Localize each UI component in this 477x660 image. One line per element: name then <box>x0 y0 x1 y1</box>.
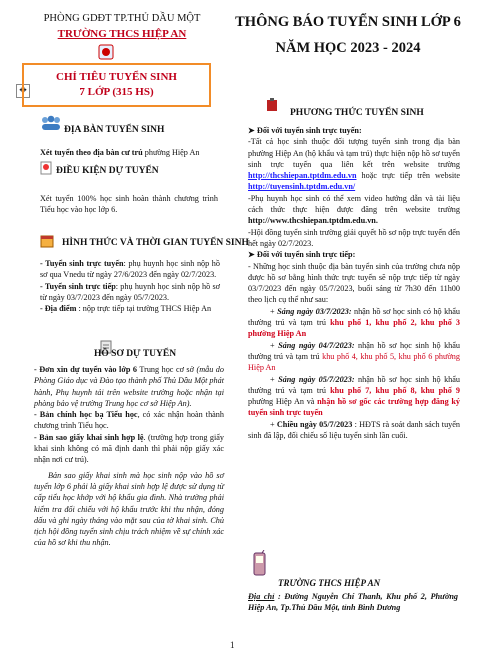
day-2: + Sáng ngày 04/7/2023: nhận hồ sơ học sinh hộ khẩu thường trú và tạm trú khu phố 4, khu phố 5, khu phố 6 phường Hiệp An <box>248 340 460 373</box>
docs-list <box>34 364 224 549</box>
clipboard-icon <box>266 98 278 117</box>
quota-line1: CHỈ TIÊU TUYỂN SINH <box>56 71 177 83</box>
area-title: ĐỊA BÀN TUYỂN SINH <box>64 125 165 135</box>
school-year: NĂM HỌC 2023 - 2024 <box>275 40 421 56</box>
school-name: TRƯỜNG THCS HIỆP AN <box>57 28 187 40</box>
video-website-link[interactable]: http://www.thcshiepan.tptdm.edu.vn. <box>248 216 378 226</box>
time-item-direct: - Tuyển sinh trực tiếp: phụ huynh học sinh nộp hồ sơ từ ngày 03/7/2023 đến ngày 05/7/2023. <box>40 281 220 302</box>
doc-2: - Bản chính học bạ Tiểu học, có xác nhận hoàn thành chương trình Tiểu học. <box>34 410 224 431</box>
enroll-website-link[interactable]: http://tuyensinh.tptdm.edu.vn/ <box>248 182 356 192</box>
day-1: + Sáng ngày 03/7/2023: nhận hồ sơ học sinh có hộ khẩu thường trú và tạm trú khu phố 1, khu phố 2, khu phố 3 phường Hiệp An <box>248 306 460 339</box>
result-line: + Chiều ngày 05/7/2023 : HĐTS rà soát danh sách tuyển sinh đã lập, đối chiếu số liệu tuyển sinh lần cuối. <box>248 419 460 441</box>
department-name: PHÒNG GDĐT TP.THỦ DẦU MỘT <box>43 13 201 24</box>
condition-text: Xét tuyển 100% học sinh hoàn thành chương trình Tiểu học vào học lớp 6. <box>40 194 218 215</box>
time-item-online: - Tuyển sinh trực tuyến: phụ huynh học sinh nộp hồ sơ qua Vnedu từ ngày 27/6/2023 đến ngày 02/7/2023. <box>40 259 220 280</box>
time-item-place: - Địa điểm : nộp trực tiếp tại trường THCS Hiệp An <box>40 304 212 314</box>
footer-school: TRƯỜNG THCS HIỆP AN <box>278 578 381 588</box>
method-title: PHƯƠNG THỨC TUYỂN SINH <box>290 108 424 118</box>
time-title: HÌNH THỨC VÀ THỜI GIAN TUYỂN SINH <box>62 238 249 248</box>
footer-address: Địa chỉ : Đường Nguyễn Chí Thanh, Khu phố 2, Phường Hiệp An, Tp.Thủ Dầu Một, tỉnh Bình Dương <box>248 592 458 613</box>
online-head: ➤ Đối với tuyển sinh trực tuyến: <box>248 126 362 135</box>
docs-title: HỒ SƠ DỰ TUYỂN <box>94 349 177 359</box>
calendar-icon <box>40 234 54 253</box>
page-title: THÔNG BÁO TUYỂN SINH LỚP 6 <box>235 14 461 30</box>
school-website-link[interactable]: http://thcshiepan.tptdm.edu.vn <box>248 171 357 181</box>
page-number: 1 <box>230 640 235 650</box>
doc-1: - Đơn xin dự tuyển vào lớp 6 Trung học cơ sở (mẫu do Phòng Giáo dục và Đào tạo thành phố Thủ Dầu Một phát hành, Phụ huynh tải trên website trường hoặc nhận tại phòng bảo vệ trường Trung học cơ sở Hiệp An). <box>34 365 224 408</box>
move-handle-icon[interactable]: ✥ <box>16 84 30 98</box>
direct-p1: - Những học sinh thuộc địa bàn tuyển sinh của trường chưa nộp được hồ sơ bằng hình thức trực tuyến sẽ nộp trực tiếp từ ngày 03/7/2023 đến ngày 05/7/2023, buổi sáng từ 7h30 đến 11h00 theo lịch cụ thể như sau: <box>248 261 460 305</box>
day-3: + Sáng ngày 05/7/2023: nhận hồ sơ học sinh hộ khẩu thường trú và tạm trú khu phố 7, khu phố 8, khu phố 9 phường Hiệp An và nhận hồ sơ gốc các trường hợp đăng ký tuyển sinh trực tuyến <box>248 374 461 418</box>
online-p2: -Phụ huynh học sinh có thể xem video hướng dẫn và tài liệu cách thức thực hiện được đăng trên website trường http://www.thcshiepan.tptdm.edu.vn. <box>248 193 460 226</box>
area-text: Xét tuyển theo địa bàn cư trú phường Hiệp An <box>40 148 200 157</box>
time-list <box>40 258 220 314</box>
docs-note: Bản sao giấy khai sinh mà học sinh nộp vào hồ sơ tuyển lớp 6 phải là giấy khai sinh hợp lệ được sử dụng từ cấp tiểu học khớp với hộ khẩu gia đình. Nhà trường phải kiểm tra đối chiếu với hộ khẩu trước khi thu nhận, đóng dấu và ghi ngày tháng vào mặt sau của tờ khai sinh. Chủ tịch hội đồng tuyển sinh chịu trách nhiệm về sự chính xác của hồ sơ khi thu nhận. <box>34 470 224 548</box>
school-logo-icon <box>98 44 114 60</box>
condition-icon <box>40 161 52 180</box>
people-icon <box>40 115 62 136</box>
online-p3: -Hội đồng tuyển sinh trường giải quyết hồ sơ nộp trực tuyến đến hết ngày 02/7/2023. <box>248 227 460 248</box>
method-body <box>248 125 460 441</box>
online-p1: -Tất cả học sinh thuộc đối tượng tuyển sinh trong địa bàn phường Hiệp An (hộ khẩu và tạm trú) thực hiện nộp hồ sơ tuyển sinh trực tuyến qua liên kết trên website trường http://thcshiepan.tptdm.edu.vn hoặc trực tiếp trên website http://tuyensinh.tptdm.edu.vn/ <box>248 137 460 192</box>
direct-head: ➤ Đối với tuyển sinh trực tiếp: <box>248 250 356 260</box>
mobile-phone-icon <box>252 550 268 583</box>
quota-line2: 7 LỚP (315 HS) <box>79 86 154 98</box>
doc-3: - Bản sao giấy khai sinh hợp lệ. (trường hợp trong giấy khai sinh không có mã định danh thì phải nộp giấy xác nhận nơi cư trú). <box>34 432 224 465</box>
condition-title: ĐIỀU KIỆN DỰ TUYỂN <box>56 166 159 176</box>
quota-box <box>22 63 211 107</box>
